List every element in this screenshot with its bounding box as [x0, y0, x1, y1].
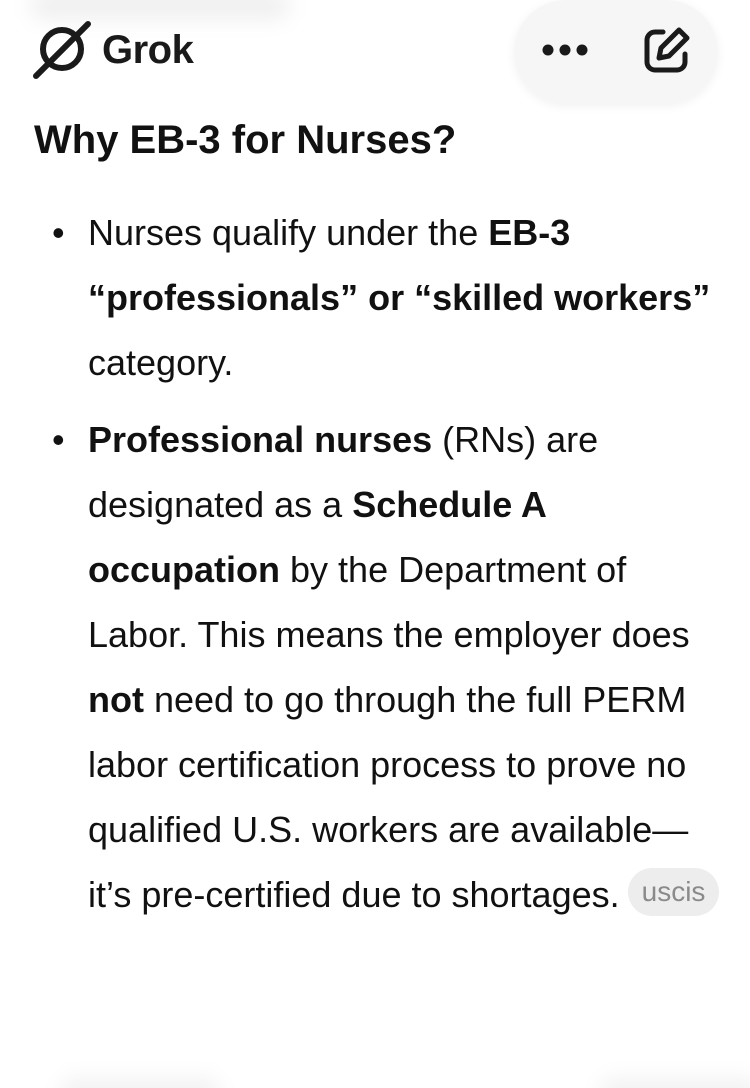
bullet-text: category. — [88, 342, 234, 383]
section-heading: Why EB-3 for Nurses? — [34, 118, 457, 162]
source-citation-chip[interactable]: uscis — [628, 868, 720, 916]
bullet-text: (RNs) are designated as a — [88, 419, 599, 525]
list-item — [0, 200, 750, 395]
bullet-bold-text: Schedule A occupation — [88, 484, 546, 590]
list-item — [0, 407, 750, 927]
app-header — [0, 0, 750, 100]
bullet-bold-text: Professional nurses — [88, 419, 433, 460]
app-name: Grok — [102, 28, 194, 72]
header-actions — [514, 0, 718, 104]
bullet-dot: • — [52, 419, 65, 460]
edit-compose-icon — [641, 24, 693, 81]
bullet-text: by the Department of Labor. This means the employer does — [88, 549, 690, 655]
grok-logo-icon — [30, 18, 94, 82]
bullet-list — [0, 200, 750, 939]
brand[interactable] — [30, 18, 193, 82]
bullet-bold-text: not — [88, 679, 144, 720]
bullet-text: Nurses qualify under the — [88, 212, 489, 253]
more-options-button[interactable] — [535, 22, 595, 82]
bullet-bold-text: EB-3 “professionals” or “skilled workers” — [88, 212, 711, 318]
more-horizontal-icon — [540, 43, 590, 62]
new-chat-button[interactable] — [637, 22, 697, 82]
bullet-dot: • — [52, 212, 65, 253]
bullet-text: need to go through the full PERM labor certification process to prove no qualified U.S. workers are available—it’s pre-certified due to shortages. — [88, 679, 689, 915]
bottom-fade — [600, 1078, 750, 1088]
bottom-fade — [60, 1078, 220, 1088]
